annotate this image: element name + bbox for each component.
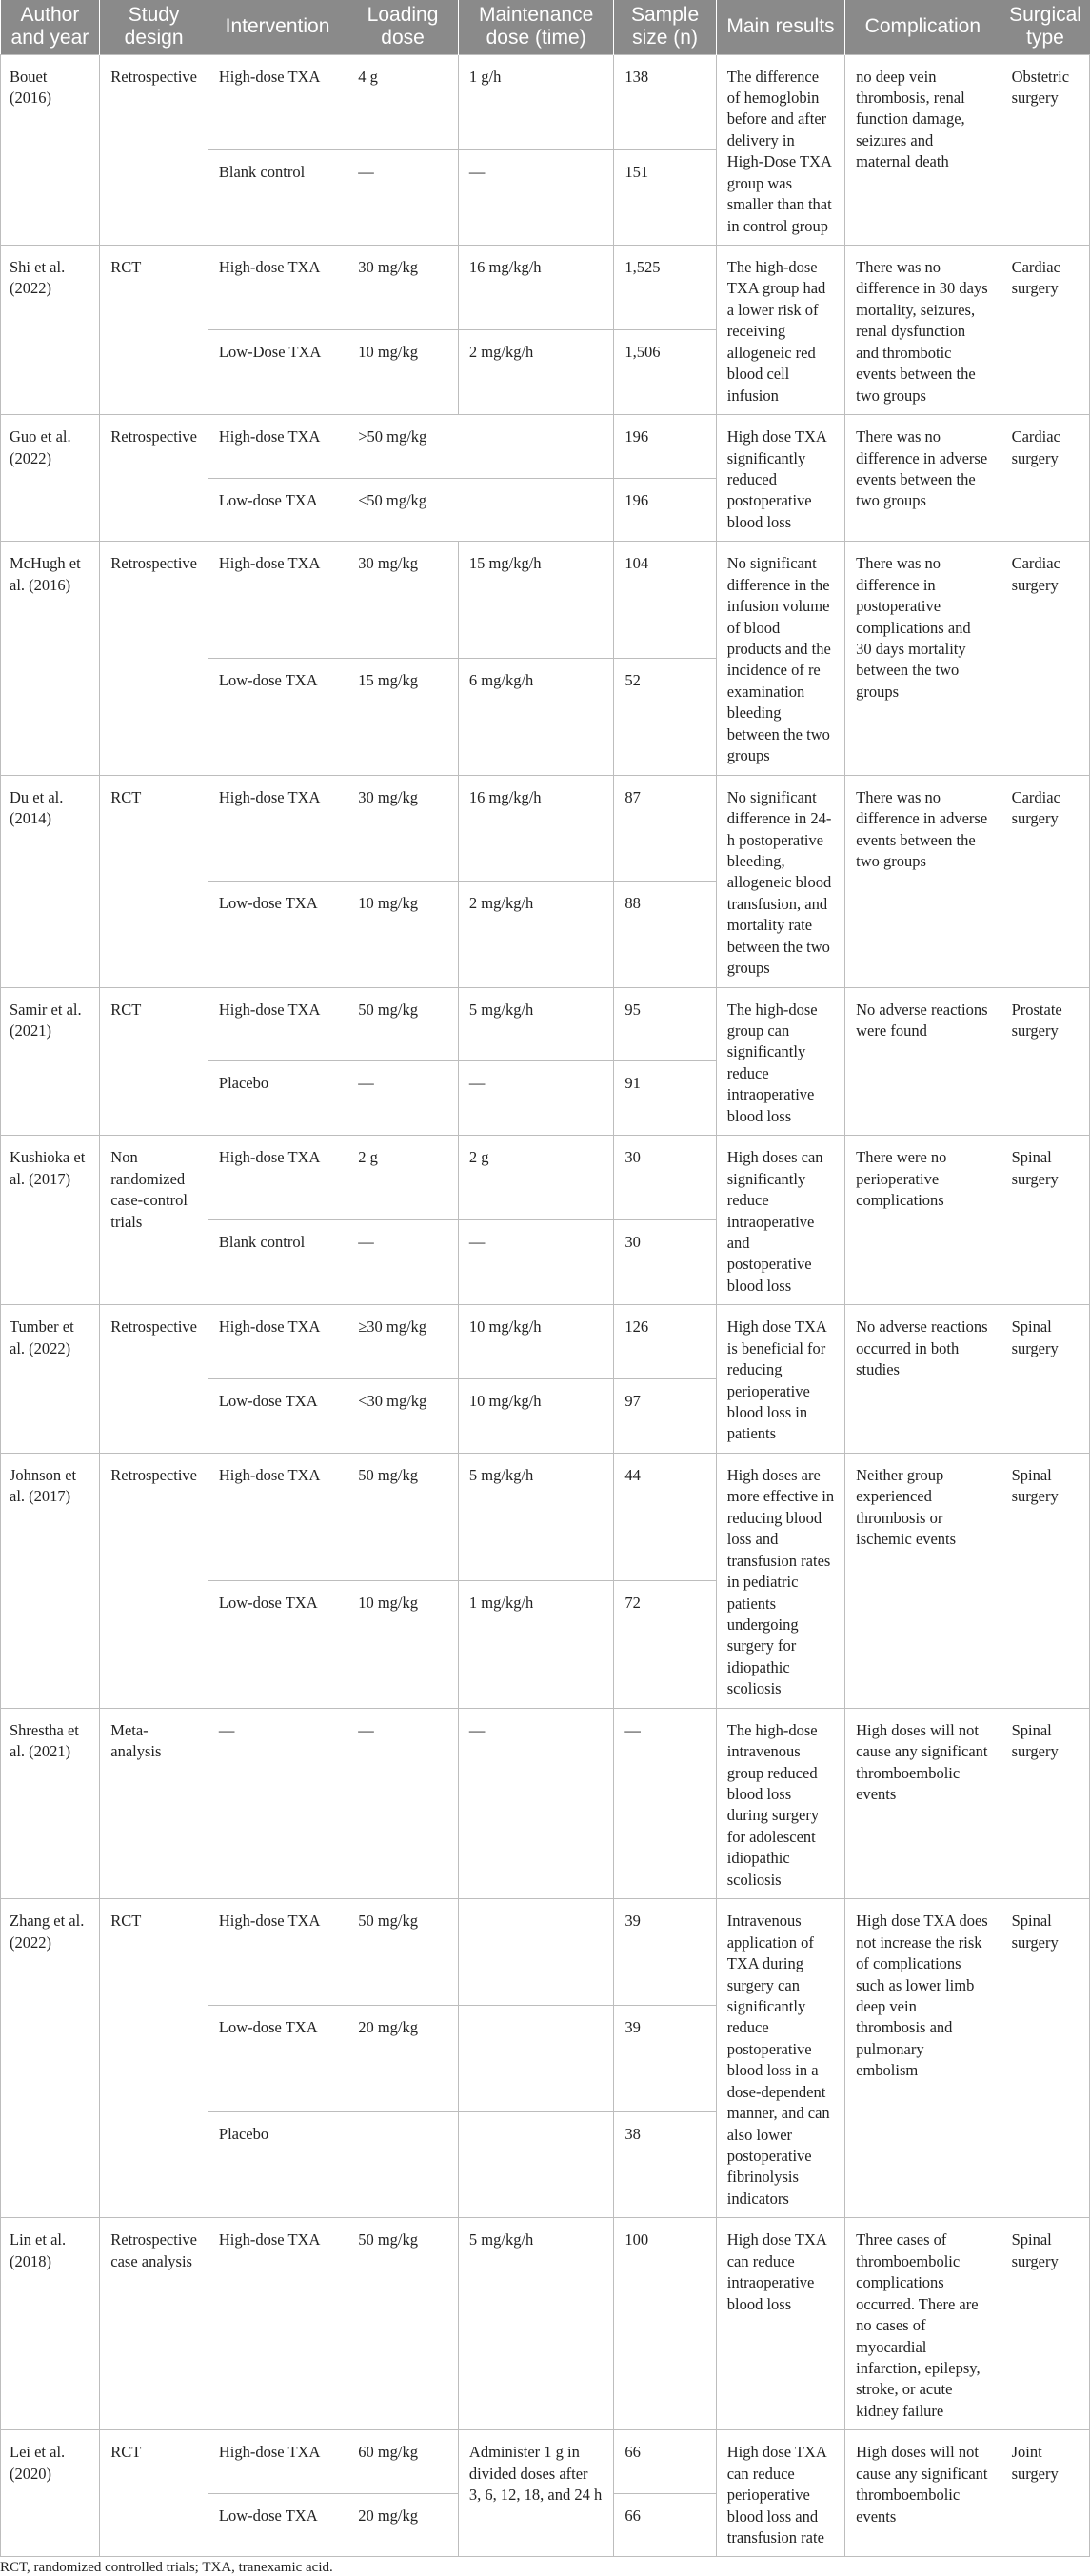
column-header: Study design — [100, 0, 208, 54]
loading-dose-cell: — — [347, 1708, 459, 1899]
author-cell: Tumber et al. (2022) — [1, 1305, 100, 1454]
author-cell: Samir et al. (2021) — [1, 987, 100, 1136]
column-header: Sample size (n) — [614, 0, 716, 54]
surgical-type-cell: Spinal surgery — [1001, 1453, 1089, 1708]
intervention-cell: Low-dose TXA — [208, 658, 347, 775]
author-cell: Johnson et al. (2017) — [1, 1453, 100, 1708]
column-header: Maintenance dose (time) — [458, 0, 613, 54]
intervention-cell: High-dose TXA — [208, 415, 347, 479]
sample-size-cell: 126 — [614, 1305, 716, 1379]
column-header: Main results — [716, 0, 844, 54]
column-header: Author and year — [1, 0, 100, 54]
design-cell: RCT — [100, 2430, 208, 2557]
main-results-cell: No significant difference in 24-h postoperative bleeding, allogeneic blood transfusion, and mortality rate between the two groups — [716, 775, 844, 987]
sample-size-cell: 30 — [614, 1220, 716, 1305]
intervention-cell: Low-dose TXA — [208, 2493, 347, 2557]
intervention-cell: High-dose TXA — [208, 1453, 347, 1580]
maintenance-dose-cell: 15 mg/kg/h — [458, 542, 613, 659]
loading-dose-cell: <30 mg/kg — [347, 1379, 459, 1454]
design-cell: RCT — [100, 1899, 208, 2218]
design-cell: Retrospective — [100, 1305, 208, 1454]
table-footnote: RCT, randomized controlled trials; TXA, tranexamic acid. — [0, 2560, 333, 2576]
surgical-type-cell: Cardiac surgery — [1001, 542, 1089, 775]
surgical-type-cell: Joint surgery — [1001, 2430, 1089, 2557]
intervention-cell: High-dose TXA — [208, 775, 347, 881]
intervention-cell: High-dose TXA — [208, 54, 347, 149]
intervention-cell: High-dose TXA — [208, 987, 347, 1061]
sample-size-cell: — — [614, 1708, 716, 1899]
maintenance-dose-cell: 2 mg/kg/h — [458, 330, 613, 415]
intervention-cell: Low-dose TXA — [208, 478, 347, 542]
column-header: Loading dose — [347, 0, 459, 54]
sample-size-cell: 39 — [614, 1899, 716, 2006]
table-row — [1, 415, 1090, 479]
design-cell: Retrospective — [100, 1453, 208, 1708]
table-row — [1, 1136, 1090, 1220]
intervention-cell: Low-dose TXA — [208, 1379, 347, 1454]
surgical-type-cell: Spinal surgery — [1001, 1136, 1089, 1305]
loading-dose-cell: 50 mg/kg — [347, 1453, 459, 1580]
table-row — [1, 1305, 1090, 1379]
table-row — [1, 2430, 1090, 2494]
maintenance-dose-cell: 10 mg/kg/h — [458, 1305, 613, 1379]
surgical-type-cell: Cardiac surgery — [1001, 415, 1089, 542]
complication-cell: There was no difference in adverse events between the two groups — [845, 775, 1001, 987]
maintenance-dose-cell — [458, 1899, 613, 2006]
surgical-type-cell: Spinal surgery — [1001, 1305, 1089, 1454]
sample-size-cell: 1,506 — [614, 330, 716, 415]
loading-dose-cell: 50 mg/kg — [347, 1899, 459, 2006]
intervention-cell: Placebo — [208, 1061, 347, 1136]
table-row — [1, 1708, 1090, 1899]
sample-size-cell: 87 — [614, 775, 716, 881]
main-results-cell: The high-dose intravenous group reduced blood loss during surgery for adolescent idiopathic scoliosis — [716, 1708, 844, 1899]
table-row — [1, 542, 1090, 659]
loading-dose-cell: 4 g — [347, 54, 459, 149]
maintenance-dose-cell: 1 g/h — [458, 54, 613, 149]
surgical-type-cell: Spinal surgery — [1001, 1899, 1089, 2218]
complication-cell: There was no difference in 30 days mortality, seizures, renal dysfunction and thrombotic events between the two groups — [845, 246, 1001, 415]
maintenance-dose-cell: 5 mg/kg/h — [458, 987, 613, 1061]
loading-dose-cell: 50 mg/kg — [347, 2218, 459, 2430]
complication-cell: No adverse reactions were found — [845, 987, 1001, 1136]
design-cell: Meta-analysis — [100, 1708, 208, 1899]
complication-cell: No adverse reactions occurred in both studies — [845, 1305, 1001, 1454]
sample-size-cell: 104 — [614, 542, 716, 659]
maintenance-dose-cell: 16 mg/kg/h — [458, 775, 613, 881]
author-cell: Du et al. (2014) — [1, 775, 100, 987]
sample-size-cell: 66 — [614, 2430, 716, 2494]
table-row — [1, 2218, 1090, 2430]
maintenance-dose-cell: 2 g — [458, 1136, 613, 1220]
complication-cell: There was no difference in postoperative complications and 30 days mortality between the two groups — [845, 542, 1001, 775]
intervention-cell: High-dose TXA — [208, 1899, 347, 2006]
main-results-cell: The high-dose group can significantly reduce intraoperative blood loss — [716, 987, 844, 1136]
sample-size-cell: 30 — [614, 1136, 716, 1220]
sample-size-cell: 196 — [614, 478, 716, 542]
design-cell: Retrospective — [100, 415, 208, 542]
loading-dose-cell — [347, 2111, 459, 2218]
intervention-cell: Placebo — [208, 2111, 347, 2218]
surgical-type-cell: Cardiac surgery — [1001, 775, 1089, 987]
intervention-cell: High-dose TXA — [208, 2430, 347, 2494]
sample-size-cell: 72 — [614, 1580, 716, 1708]
author-cell: Lin et al. (2018) — [1, 2218, 100, 2430]
loading-dose-cell: 30 mg/kg — [347, 246, 459, 330]
complication-cell: High doses will not cause any significant thromboembolic events — [845, 1708, 1001, 1899]
column-header: Surgical type — [1001, 0, 1089, 54]
table-row — [1, 1899, 1090, 2006]
complication-cell: High dose TXA does not increase the risk of complications such as lower limb deep vein thrombosis and pulmonary embolism — [845, 1899, 1001, 2218]
header-row — [1, 0, 1090, 54]
loading-dose-cell: >50 mg/kg — [347, 415, 614, 479]
intervention-cell: Blank control — [208, 149, 347, 245]
design-cell: Non randomized case-control trials — [100, 1136, 208, 1305]
sample-size-cell: 38 — [614, 2111, 716, 2218]
complication-cell: no deep vein thrombosis, renal function damage, seizures and maternal death — [845, 54, 1001, 246]
loading-dose-cell: 15 mg/kg — [347, 658, 459, 775]
intervention-cell: High-dose TXA — [208, 246, 347, 330]
maintenance-dose-cell: Administer 1 g in divided doses after 3, 6, 12, 18, and 24 h — [458, 2430, 613, 2557]
author-cell: Zhang et al. (2022) — [1, 1899, 100, 2218]
complication-cell: There were no perioperative complications — [845, 1136, 1001, 1305]
author-cell: Guo et al. (2022) — [1, 415, 100, 542]
author-cell: Lei et al. (2020) — [1, 2430, 100, 2557]
design-cell: RCT — [100, 775, 208, 987]
sample-size-cell: 66 — [614, 2493, 716, 2557]
maintenance-dose-cell: — — [458, 1061, 613, 1136]
author-cell: Shrestha et al. (2021) — [1, 1708, 100, 1899]
intervention-cell: Low-Dose TXA — [208, 330, 347, 415]
loading-dose-cell: 60 mg/kg — [347, 2430, 459, 2494]
intervention-cell: High-dose TXA — [208, 1136, 347, 1220]
loading-dose-cell: 10 mg/kg — [347, 330, 459, 415]
intervention-cell: Low-dose TXA — [208, 882, 347, 987]
loading-dose-cell: — — [347, 1220, 459, 1305]
maintenance-dose-cell: 6 mg/kg/h — [458, 658, 613, 775]
table-row — [1, 775, 1090, 881]
maintenance-dose-cell — [458, 2005, 613, 2111]
maintenance-dose-cell: 10 mg/kg/h — [458, 1379, 613, 1454]
author-cell: Bouet (2016) — [1, 54, 100, 246]
table-body — [1, 54, 1090, 2557]
column-header: Intervention — [208, 0, 347, 54]
maintenance-dose-cell: 1 mg/kg/h — [458, 1580, 613, 1708]
column-header: Complication — [845, 0, 1001, 54]
sample-size-cell: 39 — [614, 2005, 716, 2111]
intervention-cell: High-dose TXA — [208, 2218, 347, 2430]
loading-dose-cell: 30 mg/kg — [347, 542, 459, 659]
loading-dose-cell: 10 mg/kg — [347, 1580, 459, 1708]
main-results-cell: High doses are more effective in reducing blood loss and transfusion rates in pediatric patients undergoing surgery for idiopathic scoliosis — [716, 1453, 844, 1708]
main-results-cell: Intravenous application of TXA during surgery can significantly reduce postoperative blood loss in a dose-dependent manner, and can also lower postoperative fibrinolysis indicators — [716, 1899, 844, 2218]
loading-dose-cell: — — [347, 149, 459, 245]
loading-dose-cell: 50 mg/kg — [347, 987, 459, 1061]
intervention-cell: High-dose TXA — [208, 1305, 347, 1379]
intervention-cell: High-dose TXA — [208, 542, 347, 659]
loading-dose-cell: 30 mg/kg — [347, 775, 459, 881]
table-row — [1, 987, 1090, 1061]
sample-size-cell: 151 — [614, 149, 716, 245]
main-results-cell: No significant difference in the infusion volume of blood products and the incidence of re examination bleeding between the two groups — [716, 542, 844, 775]
author-cell: Kushioka et al. (2017) — [1, 1136, 100, 1305]
sample-size-cell: 52 — [614, 658, 716, 775]
main-results-cell: High dose TXA can reduce intraoperative blood loss — [716, 2218, 844, 2430]
complication-cell: High doses will not cause any significant thromboembolic events — [845, 2430, 1001, 2557]
loading-dose-cell: 20 mg/kg — [347, 2005, 459, 2111]
sample-size-cell: 95 — [614, 987, 716, 1061]
design-cell: Retrospective — [100, 542, 208, 775]
design-cell: Retrospective case analysis — [100, 2218, 208, 2430]
intervention-cell: Blank control — [208, 1220, 347, 1305]
maintenance-dose-cell: 5 mg/kg/h — [458, 1453, 613, 1580]
sample-size-cell: 138 — [614, 54, 716, 149]
design-cell: RCT — [100, 246, 208, 415]
table-row — [1, 54, 1090, 149]
loading-dose-cell: 20 mg/kg — [347, 2493, 459, 2557]
maintenance-dose-cell: 16 mg/kg/h — [458, 246, 613, 330]
main-results-cell: High doses can significantly reduce intraoperative and postoperative blood loss — [716, 1136, 844, 1305]
sample-size-cell: 44 — [614, 1453, 716, 1580]
intervention-cell: — — [208, 1708, 347, 1899]
sample-size-cell: 91 — [614, 1061, 716, 1136]
surgical-type-cell: Prostate surgery — [1001, 987, 1089, 1136]
table-row — [1, 246, 1090, 330]
surgical-type-cell: Obstetric surgery — [1001, 54, 1089, 246]
author-cell: McHugh et al. (2016) — [1, 542, 100, 775]
loading-dose-cell: — — [347, 1061, 459, 1136]
loading-dose-cell: ≤50 mg/kg — [347, 478, 614, 542]
main-results-cell: High dose TXA can reduce perioperative blood loss and transfusion rate — [716, 2430, 844, 2557]
surgical-type-cell: Spinal surgery — [1001, 2218, 1089, 2430]
complication-cell: There was no difference in adverse events between the two groups — [845, 415, 1001, 542]
main-results-cell: High dose TXA significantly reduced postoperative blood loss — [716, 415, 844, 542]
maintenance-dose-cell: — — [458, 1708, 613, 1899]
intervention-cell: Low-dose TXA — [208, 2005, 347, 2111]
loading-dose-cell: 10 mg/kg — [347, 882, 459, 987]
loading-dose-cell: 2 g — [347, 1136, 459, 1220]
sample-size-cell: 88 — [614, 882, 716, 987]
design-cell: Retrospective — [100, 54, 208, 246]
surgical-type-cell: Spinal surgery — [1001, 1708, 1089, 1899]
author-cell: Shi et al. (2022) — [1, 246, 100, 415]
maintenance-dose-cell — [458, 2111, 613, 2218]
design-cell: RCT — [100, 987, 208, 1136]
sample-size-cell: 97 — [614, 1379, 716, 1454]
surgical-type-cell: Cardiac surgery — [1001, 246, 1089, 415]
intervention-cell: Low-dose TXA — [208, 1580, 347, 1708]
loading-dose-cell: ≥30 mg/kg — [347, 1305, 459, 1379]
sample-size-cell: 196 — [614, 415, 716, 479]
table-row — [1, 1453, 1090, 1580]
maintenance-dose-cell: — — [458, 1220, 613, 1305]
maintenance-dose-cell: 2 mg/kg/h — [458, 882, 613, 987]
main-results-cell: High dose TXA is beneficial for reducing perioperative blood loss in patients — [716, 1305, 844, 1454]
main-results-cell: The difference of hemoglobin before and after delivery in High-Dose TXA group was smaller than that in control group — [716, 54, 844, 246]
maintenance-dose-cell: — — [458, 149, 613, 245]
maintenance-dose-cell: 5 mg/kg/h — [458, 2218, 613, 2430]
sample-size-cell: 100 — [614, 2218, 716, 2430]
main-results-cell: The high-dose TXA group had a lower risk of receiving allogeneic red blood cell infusion — [716, 246, 844, 415]
complication-cell: Neither group experienced thrombosis or ischemic events — [845, 1453, 1001, 1708]
complication-cell: Three cases of thromboembolic complications occurred. There are no cases of myocardial infarction, epilepsy, stroke, or acute kidney failure — [845, 2218, 1001, 2430]
sample-size-cell: 1,525 — [614, 246, 716, 330]
